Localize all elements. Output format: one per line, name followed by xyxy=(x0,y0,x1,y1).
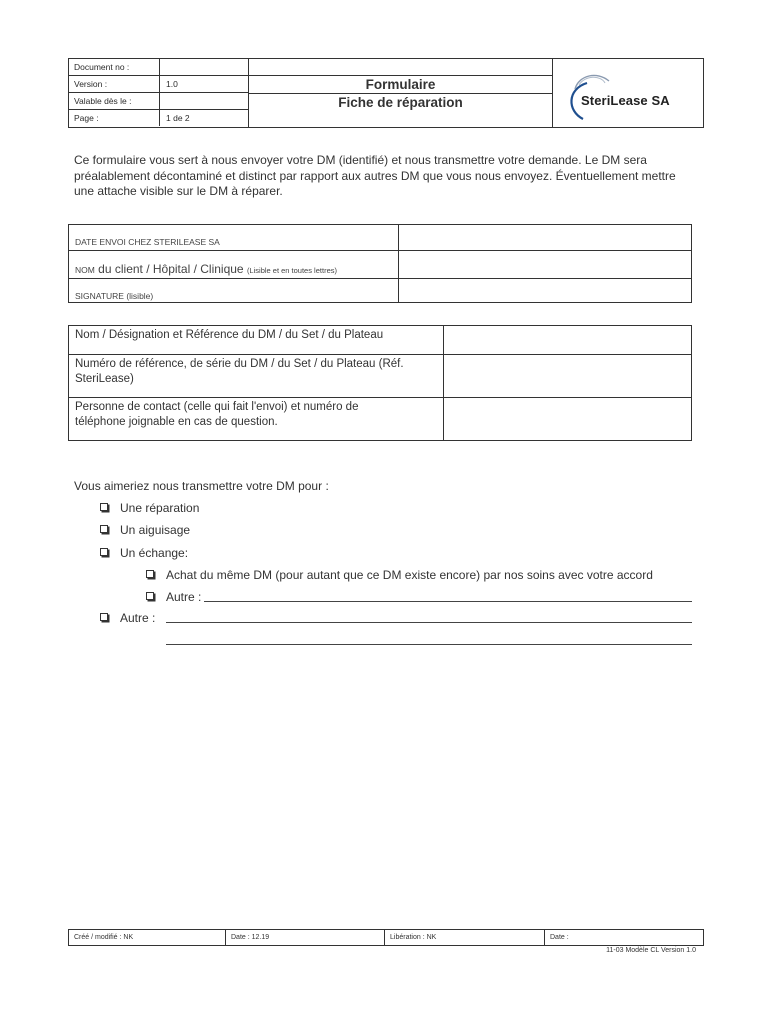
sender-date-row xyxy=(69,225,691,251)
footer-date: Date : 12.19 xyxy=(225,930,384,945)
dm-reference-row xyxy=(69,355,691,398)
client-name-prefix: NOM xyxy=(75,265,95,275)
option-repair[interactable] xyxy=(100,501,199,515)
client-name-field[interactable] xyxy=(398,251,399,278)
option-other-label: Autre : xyxy=(120,611,156,625)
dm-name-label: Nom / Désignation et Référence du DM / du Set / du Plateau xyxy=(75,329,384,341)
other-line-1[interactable] xyxy=(166,622,692,623)
page-row xyxy=(69,110,248,126)
client-name-row xyxy=(69,251,691,279)
doc-no-value[interactable] xyxy=(159,59,249,75)
option-purchase-same-label: Achat du même DM (pour autant que ce DM existe encore) par nos soins avec votre accord xyxy=(166,568,653,582)
request-question: Vous aimeriez nous transmettre votre DM pour : xyxy=(74,479,329,493)
footer-release: Libération : NK xyxy=(384,930,543,945)
exchange-other-line[interactable] xyxy=(204,601,692,602)
valid-from-value[interactable] xyxy=(159,93,249,109)
client-name-main: du client / Hôpital / Clinique xyxy=(94,262,247,276)
doc-no-row xyxy=(69,59,248,76)
signature-label: SIGNATURE (lisible) xyxy=(75,291,154,301)
version-value: 1.0 xyxy=(159,76,249,92)
dm-reference-label: Numéro de référence, de série du DM / du Set / du Plateau (Réf. SteriLease) xyxy=(75,358,404,385)
option-sharpen-label: Un aiguisage xyxy=(120,523,191,537)
option-exchange-label: Un échange: xyxy=(120,546,189,560)
valid-from-row xyxy=(69,93,248,110)
option-sharpen[interactable] xyxy=(100,523,190,537)
form-title-block xyxy=(249,59,553,127)
footer-created: Créé / modifié : NK xyxy=(74,934,134,941)
signature-field[interactable] xyxy=(398,279,399,302)
option-exchange[interactable] xyxy=(100,546,188,560)
doc-no-label: Document no : xyxy=(74,62,130,72)
contact-field[interactable] xyxy=(443,398,444,440)
option-exchange-other-label: Autre : xyxy=(166,590,202,604)
checkbox-icon[interactable] xyxy=(100,503,108,511)
client-name-suffix: (Lisible et en toutes lettres) xyxy=(246,266,337,275)
contact-label: Personne de contact (celle qui fait l'envoi) et numéro de téléphone joignable en cas de question. xyxy=(75,401,359,428)
client-name-label xyxy=(75,262,337,276)
version-label: Version : xyxy=(74,79,108,89)
dm-name-row xyxy=(69,326,691,355)
checkbox-icon[interactable] xyxy=(100,548,108,556)
valid-from-label: Valable dès le : xyxy=(74,96,132,106)
footer-date2: Date : xyxy=(544,930,704,945)
page-value: 1 de 2 xyxy=(159,110,249,126)
version-note: 11-03 Modèle CL Version 1.0 xyxy=(606,947,696,954)
checkbox-icon[interactable] xyxy=(100,613,108,621)
checkbox-icon[interactable] xyxy=(146,570,154,578)
document-info-table xyxy=(69,59,249,127)
checkbox-icon[interactable] xyxy=(146,592,154,600)
other-line-2[interactable] xyxy=(166,644,692,645)
option-exchange-other[interactable] xyxy=(146,590,201,604)
intro-text: Ce formulaire vous sert à nous envoyer votre DM (identifié) et nous transmettre votre demande. Le DM sera préalablement décontaminé et distinct par rapport aux autres DM que vous nous envoyez. Éventuellement mettre une attache visible sur le DM à réparer. xyxy=(74,153,676,198)
sender-table xyxy=(68,224,692,303)
company-logo xyxy=(553,59,703,127)
footer-table xyxy=(68,929,704,946)
form-subtitle: Fiche de réparation xyxy=(338,95,463,110)
title-divider xyxy=(249,59,552,76)
dm-name-field[interactable] xyxy=(443,326,444,354)
option-purchase-same[interactable] xyxy=(146,568,653,582)
contact-row xyxy=(69,398,691,440)
checkbox-icon[interactable] xyxy=(100,525,108,533)
dm-reference-field[interactable] xyxy=(443,355,444,397)
page-label: Page : xyxy=(74,113,99,123)
logo-text: SteriLease SA xyxy=(581,93,670,108)
version-row xyxy=(69,76,248,93)
subtitle-divider xyxy=(249,93,552,94)
option-other[interactable] xyxy=(100,611,155,625)
option-repair-label: Une réparation xyxy=(120,501,200,515)
dm-table xyxy=(68,325,692,441)
form-title: Formulaire xyxy=(365,77,436,92)
sender-date-label: DATE ENVOI CHEZ STERILEASE SA xyxy=(75,237,220,247)
sender-date-field[interactable] xyxy=(398,225,399,250)
signature-row xyxy=(69,279,691,302)
document-header xyxy=(68,58,704,128)
